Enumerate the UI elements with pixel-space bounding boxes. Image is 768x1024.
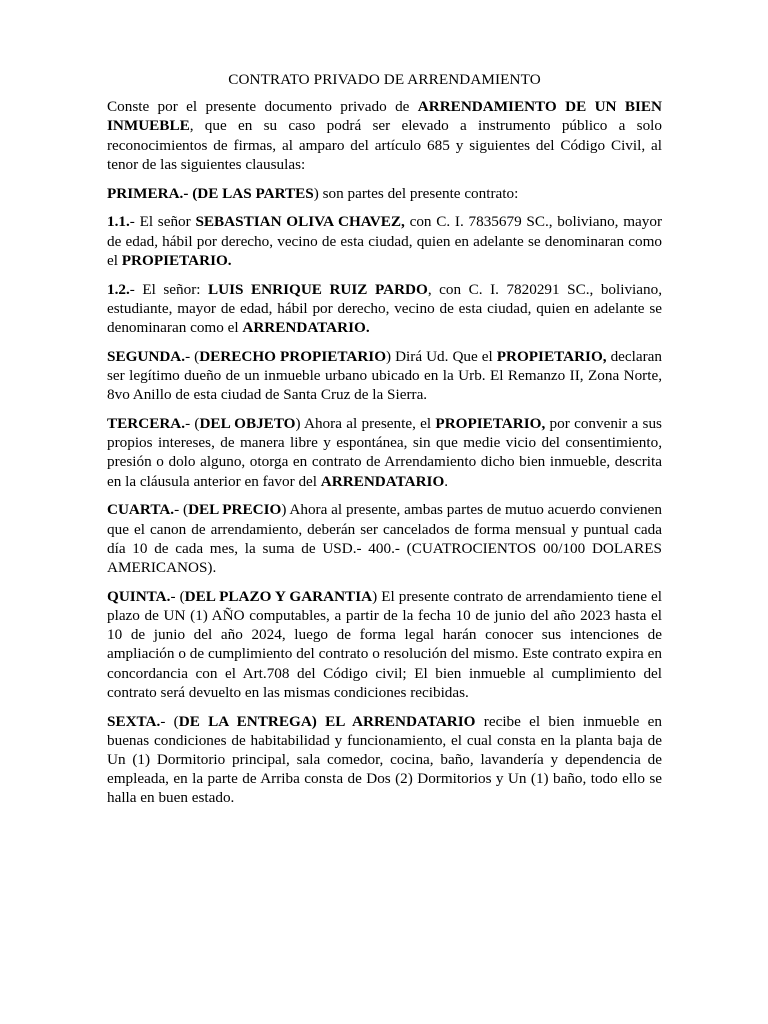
clause-bold-text: DEL OBJETO (199, 415, 296, 433)
clause-text: ) Ahora al presente, el (295, 415, 436, 433)
clause-bold-text: LUIS ENRIQUE RUIZ PARDO (208, 280, 428, 298)
clause-text: por convenir a sus propios intereses, de manera libre y espontánea, sin que medie vicio del consentimiento, presión o dolo alguno, otorga en contrato de Arrendamiento dicho bien inmueble, descrita en la cláusula anterior en favor del (107, 415, 662, 490)
clause-tercera (107, 414, 662, 491)
clause-text: declaran ser legítimo dueño de un inmueble urbano ubicado en la Urb. El Remanzo II, Zona Norte, 8vo Anillo de esta ciudad de Santa Cruz de la Sierra. (107, 347, 662, 404)
clause-bold-text: PRIMERA.- (DE LAS PARTES (107, 184, 314, 202)
document-title: CONTRATO PRIVADO DE ARRENDAMIENTO (228, 71, 541, 88)
clause-bold-text: 1.1. (107, 213, 130, 231)
clause-bold-text: ARRENDATARIO (320, 472, 445, 490)
clause-primera (107, 184, 662, 203)
clause-text: ) El presente contrato de arrendamiento tiene el plazo de UN (1) AÑO computables, a partir de la fecha 10 de junio del año 2023 hasta el 10 de junio del año 2024, luego de forma legal harán conocer sus intenciones de ampliación o de cumplimiento del contrato o resolución del mismo. Este contrato expira en concordancia con el Art.708 del Código civil; El bien inmueble al cumplimiento del contrato será devuelto en las mismas condiciones recibidas. (107, 587, 662, 701)
clause-text: . (444, 472, 449, 490)
clause-clause-1-2 (107, 280, 662, 338)
clause-bold-text: SEBASTIAN OLIVA CHAVEZ, (195, 213, 405, 231)
clause-sexta (107, 712, 662, 808)
clause-text: - ( (185, 415, 200, 433)
clause-text: con C. I. 7835679 SC., boliviano, mayor de edad, hábil por derecho, vecino de esta ciudad, quien en adelante se denominaran como el (107, 213, 663, 269)
clause-bold-text: PROPIETARIO. (121, 251, 232, 269)
document-body (107, 70, 662, 817)
clauses-container (107, 97, 662, 807)
clause-text: - ( (185, 347, 200, 365)
clause-text: - ( (160, 712, 179, 730)
clause-bold-text: ARRENDATARIO. (242, 319, 370, 337)
clause-text: , que en su caso podrá ser elevado a instrumento público a solo reconocimientos de firmas, al amparo del artículo 685 y siguientes del Código Civil, al tenor de las siguientes clausulas: (107, 117, 662, 173)
clause-text: ) son partes del presente contrato: (313, 184, 519, 202)
clause-bold-text: DE LA ENTREGA) EL ARRENDATARIO (178, 712, 476, 730)
clause-intro (107, 97, 662, 174)
clause-text: ) Dirá Ud. Que el (386, 347, 497, 365)
clause-bold-text: PROPIETARIO, (496, 347, 607, 365)
clause-quinta (107, 587, 662, 702)
clause-text: recibe el bien inmueble en buenas condiciones de habitabilidad y funcionamiento, el cual consta en la planta baja de Un (1) Dormitorio principal, sala comedor, cocina, baño, lavandería y dependencia de empleada, en la parte de Arriba consta de Dos (2) Dormitorios y Un (1) baño, todo ello se halla en buen estado. (107, 712, 662, 807)
clause-bold-text: DEL PLAZO Y GARANTIA (184, 587, 373, 605)
clause-bold-text: CUARTA. (107, 501, 175, 519)
clause-bold-text: SEGUNDA. (107, 347, 186, 365)
clause-bold-text: ARRENDAMIENTO DE UN BIEN INMUEBLE (107, 98, 663, 135)
clause-text: ) Ahora al presente, ambas partes de mutuo acuerdo convienen que el canon de arrendamiento, deberán ser cancelados de forma mensual y puntual cada día 10 de cada mes, la suma de USD.- 400.- (CUATROCIENTOS 00/100 DOLARES AMERICANOS). (107, 501, 662, 577)
clause-segunda (107, 347, 662, 405)
clause-bold-text: QUINTA. (107, 587, 171, 605)
clause-bold-text: SEXTA. (107, 712, 161, 730)
clause-text: - ( (170, 587, 185, 605)
clause-clause-1-1 (107, 212, 662, 270)
clause-text: , con C. I. 7820291 SC., boliviano, estudiante, mayor de edad, hábil por derecho, vecino de esta ciudad, quien en adelante se denominaran como el (107, 280, 663, 337)
clause-text: Conste por el presente documento privado de (107, 98, 418, 116)
clause-text: - El señor (129, 213, 196, 231)
clause-bold-text: PROPIETARIO, (435, 415, 546, 433)
clause-bold-text: 1.2. (107, 280, 130, 298)
clause-bold-text: DEL PRECIO (188, 501, 282, 519)
clause-bold-text: DERECHO PROPIETARIO (199, 347, 387, 365)
clause-cuarta (107, 500, 662, 577)
clause-text: - ( (174, 501, 189, 519)
clause-bold-text: TERCERA. (107, 415, 186, 433)
clause-text: - El señor: (129, 280, 209, 298)
